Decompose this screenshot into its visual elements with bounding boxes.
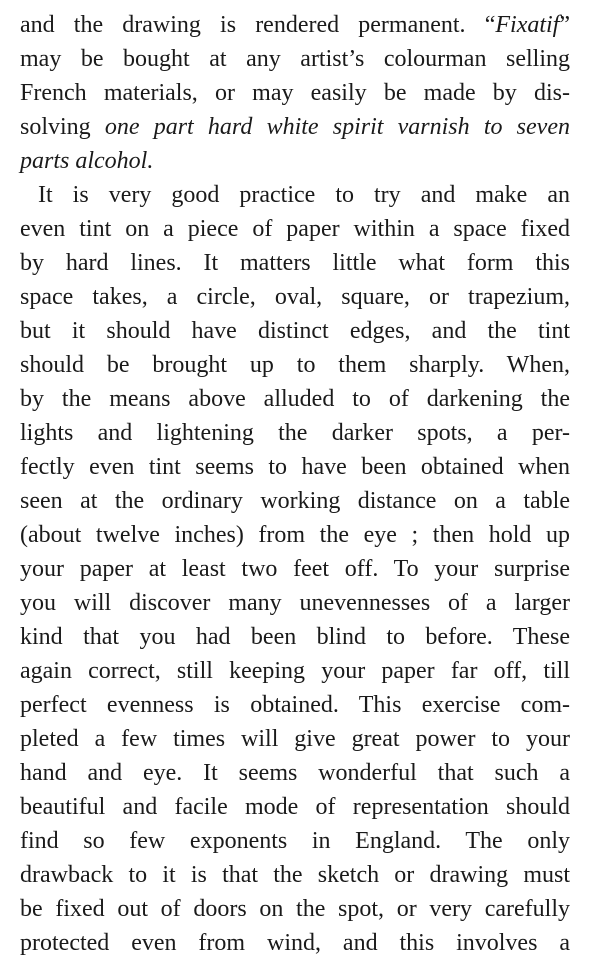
text-run: lights and lightening the darker spots, a per-	[20, 420, 570, 446]
text-line	[20, 654, 570, 688]
page-body	[20, 0, 570, 960]
text-line	[20, 824, 570, 858]
text-line	[20, 586, 570, 620]
text-line	[20, 552, 570, 586]
text-run: be fixed out of doors on the spot, or very carefully	[20, 896, 570, 922]
text-run: but it should have distinct edges, and the tint	[20, 318, 570, 344]
text-run: by hard lines. It matters little what form this	[20, 250, 570, 276]
text-line	[20, 790, 570, 824]
text-line	[20, 926, 570, 960]
text-line	[20, 756, 570, 790]
text-line	[20, 892, 570, 926]
text-run: ”	[559, 12, 570, 38]
text-line	[20, 76, 570, 110]
text-line	[20, 688, 570, 722]
text-line	[20, 382, 570, 416]
italic-text: parts alcohol.	[20, 148, 154, 174]
text-run: may be bought at any artist’s colourman selling	[20, 46, 570, 72]
text-line	[20, 620, 570, 654]
text-line	[20, 314, 570, 348]
text-run: seen at the ordinary working distance on a table	[20, 488, 570, 514]
text-run: It is very good practice to try and make an	[38, 182, 570, 208]
text-run: and the drawing is rendered permanent. “	[20, 12, 496, 38]
paragraph	[20, 178, 570, 960]
text-line	[20, 484, 570, 518]
text-run: by the means above alluded to of darkening the	[20, 386, 570, 412]
text-line	[20, 178, 570, 212]
italic-text: Fixatif	[495, 12, 560, 38]
text-run: kind that you had been blind to before. These	[20, 624, 570, 650]
text-run: protected even from wind, and this involves a	[20, 930, 570, 956]
text-line	[20, 212, 570, 246]
text-run: beautiful and facile mode of representation should	[20, 794, 570, 820]
text-run: hand and eye. It seems wonderful that such a	[20, 760, 570, 786]
paragraph	[20, 8, 570, 178]
text-line	[20, 42, 570, 76]
text-run: your paper at least two feet off. To your surprise	[20, 556, 570, 582]
text-run: pleted a few times will give great power to your	[20, 726, 570, 752]
italic-text: one part hard white spirit varnish to seven	[104, 114, 570, 140]
text-run: French materials, or may easily be made by dis-	[20, 80, 570, 106]
text-line	[20, 348, 570, 382]
text-line	[20, 416, 570, 450]
text-run: should be brought up to them sharply. When,	[20, 352, 570, 378]
text-line	[20, 246, 570, 280]
text-run: again correct, still keeping your paper far off, till	[20, 658, 570, 684]
text-run: fectly even tint seems to have been obtained when	[20, 454, 570, 480]
text-line	[20, 8, 570, 42]
text-line	[20, 280, 570, 314]
text-line	[20, 110, 570, 144]
text-line	[20, 450, 570, 484]
text-run: solving	[20, 114, 105, 140]
text-run: you will discover many unevennesses of a larger	[20, 590, 570, 616]
text-run: perfect evenness is obtained. This exercise com-	[20, 692, 570, 718]
text-run: even tint on a piece of paper within a space fixed	[20, 216, 570, 242]
text-run: drawback to it is that the sketch or drawing must	[20, 862, 570, 888]
text-line	[20, 858, 570, 892]
text-run: (about twelve inches) from the eye ; then hold up	[20, 522, 570, 548]
text-line	[20, 144, 570, 178]
text-run: find so few exponents in England. The only	[20, 828, 570, 854]
text-line	[20, 518, 570, 552]
text-run: space takes, a circle, oval, square, or trapezium,	[20, 284, 570, 310]
text-line	[20, 722, 570, 756]
